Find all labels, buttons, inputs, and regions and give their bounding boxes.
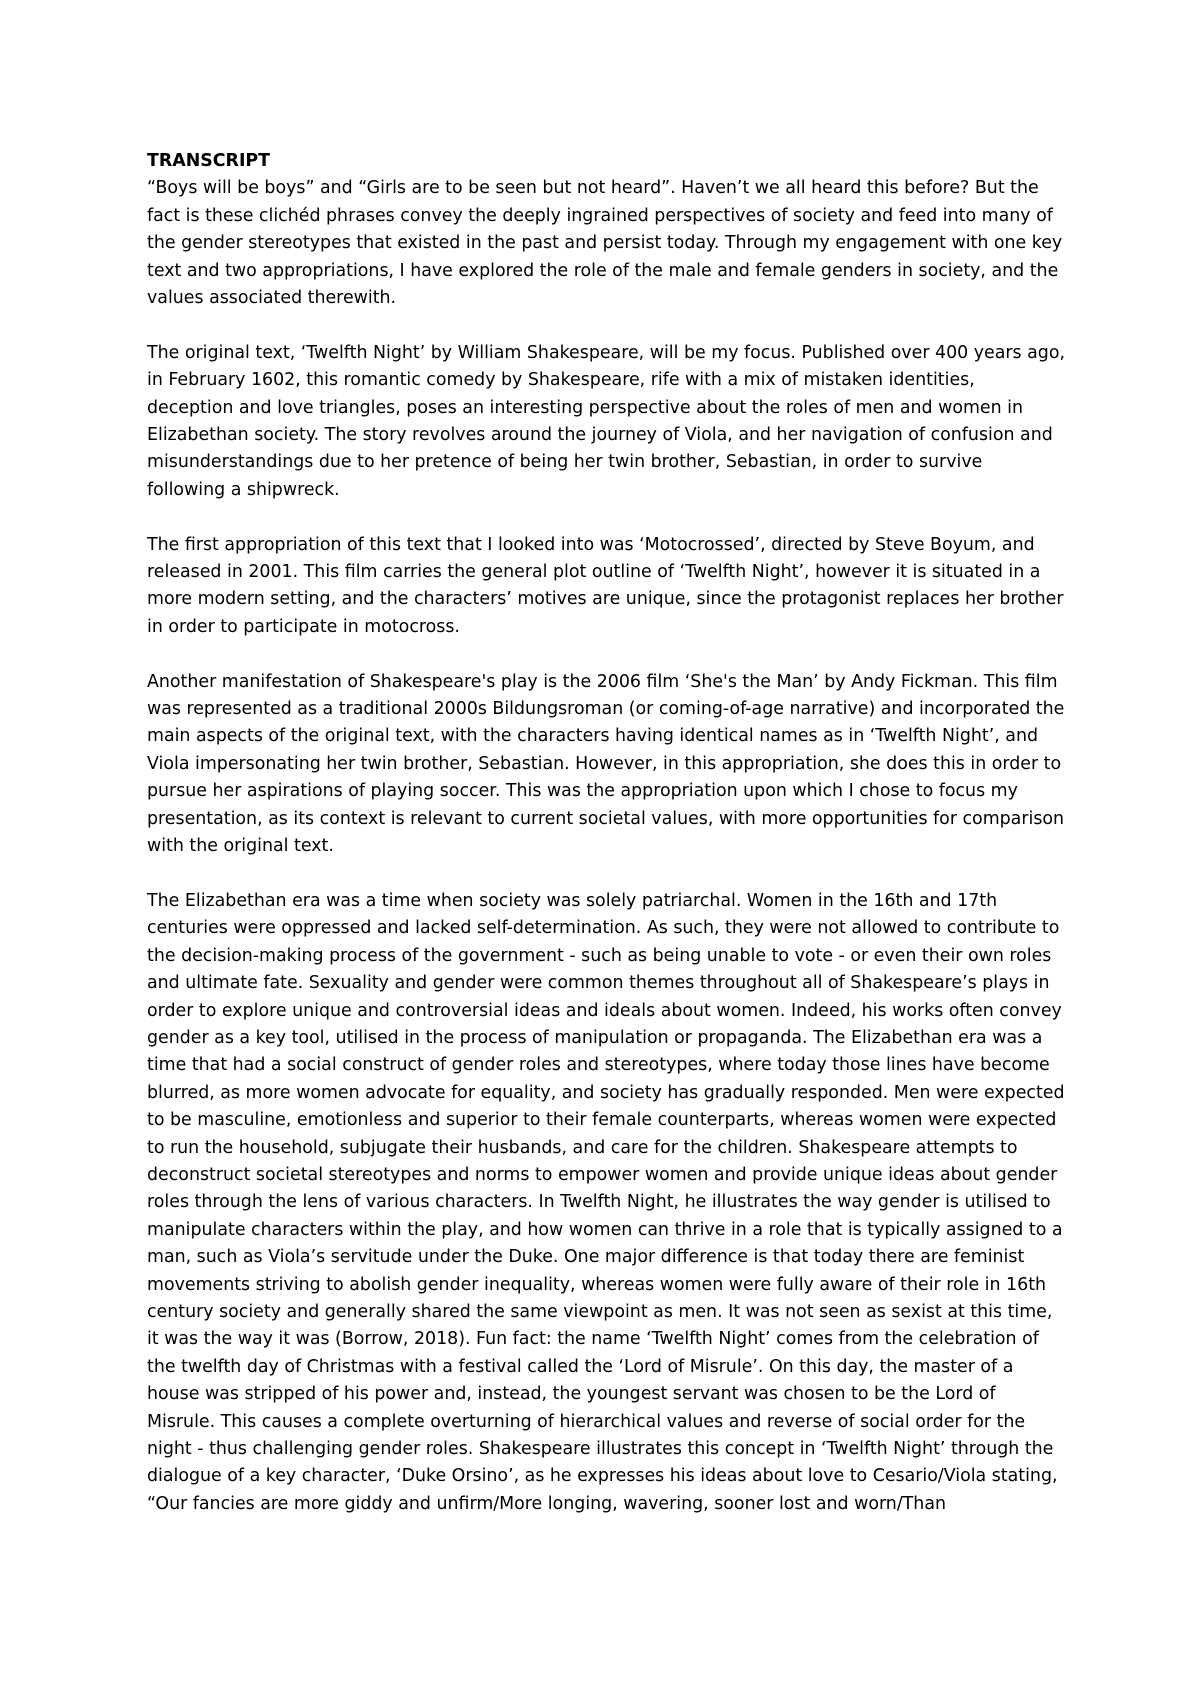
document-title: TRANSCRIPT <box>147 151 271 171</box>
paragraph-elizabethan-era: The Elizabethan era was a time when society was solely patriarchal. Women in the 16th and 17th centuries were oppressed and lacked self-determination. As such, they were not allowed to contribute to the decision-making process of the government - such as being unable to vote - or even their own roles and ultimate fate. Sexuality and gender were common themes throughout all of Shakespeare’s plays in order to explore unique and controversial ideas and ideals about women. Indeed, his works often convey gender as a key tool, utilised in the process of manipulation or propaganda. The Elizabethan era was a time that had a social construct of gender roles and stereotypes, where today those lines have become blurred, as more women advocate for equality, and society has gradually responded. Men were expected to be masculine, emotionless and superior to their female counterparts, whereas women were expected to run the household, subjugate their husbands, and care for the children. Shakespeare attempts to deconstruct societal stereotypes and norms to empower women and provide unique ideas about gender roles through the lens of various characters. In Twelfth Night, he illustrates the way gender is utilised to manipulate characters within the play, and how women can thrive in a role that is typically assigned to a man, such as Viola’s servitude under the Duke. One major difference is that today there are feminist movements striving to abolish gender inequality, whereas women were fully aware of their role in 16th century society and generally shared the same viewpoint as men. It was not seen as sexist at this time, it was the way it was (Borrow, 2018). Fun fact: the name ‘Twelfth Night’ comes from the celebration of the twelfth day of Christmas with a festival called the ‘Lord of Misrule’. On this day, the master of a house was stripped of his power and, instead, the youngest servant was chosen to be the Lord of Misrule. This causes a complete overturning of hierarchical values and reverse of social order for the night - thus challenging gender roles. Shakespeare illustrates this concept in ‘Twelfth Night’ through the dialogue of a key character, ‘Duke Orsino’, as he expresses his ideas about love to Cesario/Viola stating, “Our fancies are more giddy and unfirm/More longing, wavering, sooner lost and worn/Than <box>147 890 1065 1514</box>
paragraph-shes-the-man: Another manifestation of Shakespeare's play is the 2006 film ‘She's the Man’ by Andy Fickman. This film was represented as a traditional 2000s Bildungsroman (or coming-of-age narrative) and incorporated the main aspects of the original text, with the characters having identical names as in ‘Twelfth Night’, and Viola impersonating her twin brother, Sebastian. However, in this appropriation, she does this in order to pursue her aspirations of playing soccer. This was the appropriation upon which I chose to focus my presentation, as its context is relevant to current societal values, with more opportunities for comparison with the original text. <box>147 671 1065 857</box>
paragraph-original-text: The original text, ‘Twelfth Night’ by William Shakespeare, will be my focus. Published over 400 years ago, in February 1602, this romantic comedy by Shakespeare, rife with a mix of mistaken identities, deception and love triangles, poses an interesting perspective about the roles of men and women in Elizabethan society. The story revolves around the journey of Viola, and her navigation of confusion and misunderstandings due to her pretence of being her twin brother, Sebastian, in order to survive following a shipwreck. <box>147 342 1066 500</box>
paragraph-motocrossed: The first appropriation of this text that I looked into was ‘Motocrossed’, directed by Steve Boyum, and released in 2001. This film carries the general plot outline of ‘Twelfth Night’, however it is situated in a more modern setting, and the characters’ motives are unique, since the protagonist replaces her brother in order to participate in motocross. <box>147 534 1064 637</box>
paragraph-intro: “Boys will be boys” and “Girls are to be seen but not heard”. Haven’t we all heard this before? But the fact is these clichéd phrases convey the deeply ingrained perspectives of society and feed into many of the gender stereotypes that existed in the past and persist today. Through my engagement with one key text and two appropriations, I have explored the role of the male and female genders in society, and the values associated therewith. <box>147 178 1063 309</box>
document-body <box>147 148 1065 1546</box>
